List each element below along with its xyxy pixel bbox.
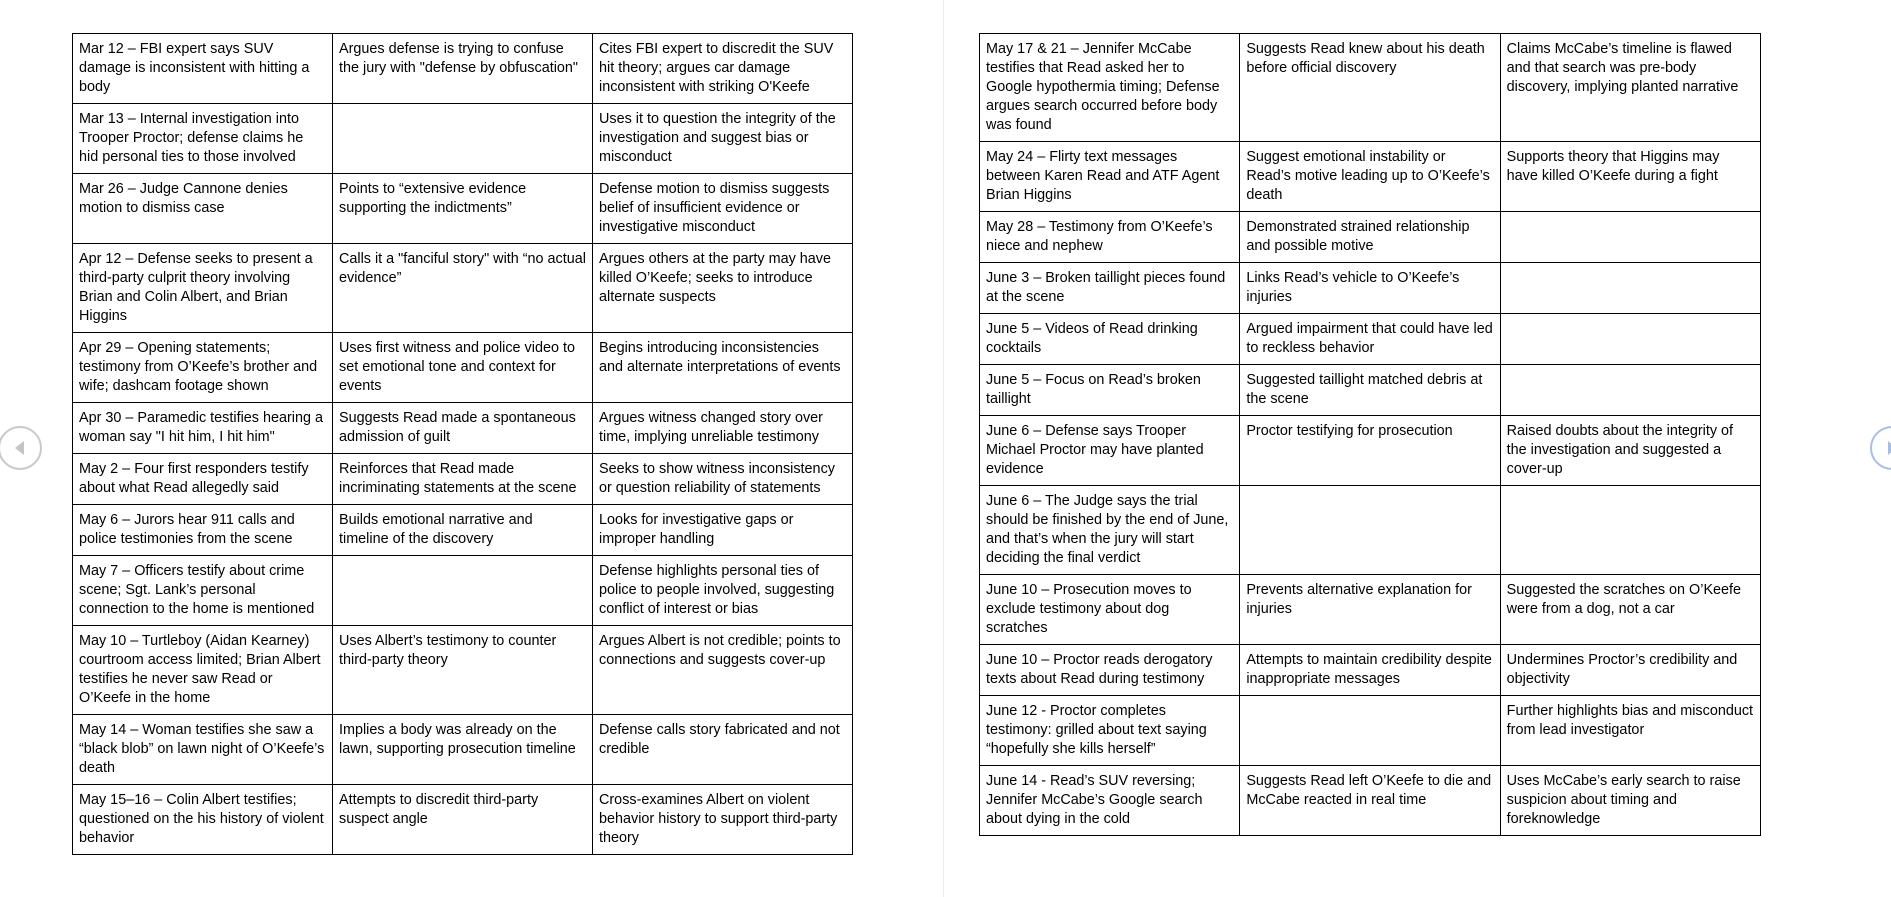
table-row [980,263,1761,314]
defense-cell: Argues Albert is not credible; points to connections and suggests cover-up [593,626,853,715]
defense-cell: Begins introducing inconsistencies and alternate interpretations of events [593,333,853,403]
prosecution-cell: Suggests Read made a spontaneous admission of guilt [333,403,593,454]
event-cell: Mar 12 – FBI expert says SUV damage is inconsistent with hitting a body [73,34,333,104]
table-row [73,403,853,454]
table-row [980,575,1761,645]
prosecution-cell: Reinforces that Read made incriminating statements at the scene [333,454,593,505]
prosecution-cell: Calls it a "fanciful story" with “no actual evidence” [333,244,593,333]
defense-cell: Seeks to show witness inconsistency or question reliability of statements [593,454,853,505]
event-cell: June 6 – Defense says Trooper Michael Proctor may have planted evidence [980,416,1240,486]
table-row [980,314,1761,365]
table-row [73,626,853,715]
prosecution-cell [333,556,593,626]
prosecution-cell: Proctor testifying for prosecution [1240,416,1500,486]
defense-cell: Claims McCabe’s timeline is flawed and that search was pre-body discovery, implying planted narrative [1500,34,1760,142]
defense-cell [1500,365,1760,416]
table-row [73,505,853,556]
prosecution-cell: Prevents alternative explanation for injuries [1240,575,1500,645]
defense-cell: Defense highlights personal ties of police to people involved, suggesting conflict of interest or bias [593,556,853,626]
table-row [980,486,1761,575]
timeline-table-left [72,33,853,855]
defense-cell: Defense calls story fabricated and not credible [593,715,853,785]
table-row [980,416,1761,486]
table-row [980,212,1761,263]
table-row [73,454,853,505]
prosecution-cell [1240,696,1500,766]
right-page [944,0,1891,897]
event-cell: June 6 – The Judge says the trial should be finished by the end of June, and that’s when the jury will start deciding the final verdict [980,486,1240,575]
left-page [0,0,944,897]
prosecution-cell: Suggests Read knew about his death before official discovery [1240,34,1500,142]
defense-cell: Supports theory that Higgins may have killed O’Keefe during a fight [1500,142,1760,212]
defense-cell: Raised doubts about the integrity of the investigation and suggested a cover-up [1500,416,1760,486]
prosecution-cell [1240,486,1500,575]
table-row [73,174,853,244]
table-row [73,104,853,174]
defense-cell: Uses it to question the integrity of the investigation and suggest bias or misconduct [593,104,853,174]
defense-cell: Argues witness changed story over time, implying unreliable testimony [593,403,853,454]
prosecution-cell: Suggest emotional instability or Read’s motive leading up to O’Keefe’s death [1240,142,1500,212]
prosecution-cell: Attempts to discredit third-party suspect angle [333,785,593,855]
defense-cell: Cross-examines Albert on violent behavior history to support third-party theory [593,785,853,855]
table-row [73,244,853,333]
prosecution-cell: Attempts to maintain credibility despite inappropriate messages [1240,645,1500,696]
defense-cell [1500,212,1760,263]
event-cell: May 10 – Turtleboy (Aidan Kearney) courtroom access limited; Brian Albert testifies he never saw Read or O’Keefe in the home [73,626,333,715]
event-cell: June 10 – Proctor reads derogatory texts about Read during testimony [980,645,1240,696]
event-cell: June 12 - Proctor completes testimony: grilled about text saying “hopefully she kills herself” [980,696,1240,766]
prosecution-cell: Suggests Read left O’Keefe to die and McCabe reacted in real time [1240,766,1500,836]
table-row [980,34,1761,142]
defense-cell [1500,263,1760,314]
chevron-left-icon [10,438,30,458]
prosecution-cell: Uses first witness and police video to set emotional tone and context for events [333,333,593,403]
table-row [980,142,1761,212]
prosecution-cell: Argued impairment that could have led to reckless behavior [1240,314,1500,365]
event-cell: May 17 & 21 – Jennifer McCabe testifies that Read asked her to Google hypothermia timing; Defense argues search occurred before body was found [980,34,1240,142]
event-cell: Mar 13 – Internal investigation into Trooper Proctor; defense claims he hid personal ties to those involved [73,104,333,174]
event-cell: May 7 – Officers testify about crime scene; Sgt. Lank’s personal connection to the home is mentioned [73,556,333,626]
event-cell: May 2 – Four first responders testify about what Read allegedly said [73,454,333,505]
event-cell: May 28 – Testimony from O’Keefe’s niece and nephew [980,212,1240,263]
previous-page-button[interactable] [0,426,42,470]
table-row [73,715,853,785]
event-cell: Mar 26 – Judge Cannone denies motion to dismiss case [73,174,333,244]
event-cell: June 10 – Prosecution moves to exclude testimony about dog scratches [980,575,1240,645]
defense-cell: Cites FBI expert to discredit the SUV hit theory; argues car damage inconsistent with striking O'Keefe [593,34,853,104]
event-cell: May 24 – Flirty text messages between Karen Read and ATF Agent Brian Higgins [980,142,1240,212]
event-cell: June 5 – Videos of Read drinking cocktails [980,314,1240,365]
defense-cell: Further highlights bias and misconduct from lead investigator [1500,696,1760,766]
table-row [980,696,1761,766]
prosecution-cell: Links Read’s vehicle to O’Keefe’s injuries [1240,263,1500,314]
event-cell: June 3 – Broken taillight pieces found at the scene [980,263,1240,314]
prosecution-cell: Builds emotional narrative and timeline of the discovery [333,505,593,556]
table-row [73,785,853,855]
table-row [980,766,1761,836]
event-cell: Apr 29 – Opening statements; testimony from O’Keefe’s brother and wife; dashcam footage shown [73,333,333,403]
table-row [73,556,853,626]
event-cell: May 15–16 – Colin Albert testifies; questioned on the his history of violent behavior [73,785,333,855]
event-cell: June 5 – Focus on Read’s broken taillight [980,365,1240,416]
prosecution-cell: Implies a body was already on the lawn, supporting prosecution timeline [333,715,593,785]
prosecution-cell: Uses Albert’s testimony to counter third-party theory [333,626,593,715]
prosecution-cell: Demonstrated strained relationship and possible motive [1240,212,1500,263]
defense-cell [1500,314,1760,365]
defense-cell: Uses McCabe’s early search to raise suspicion about timing and foreknowledge [1500,766,1760,836]
prosecution-cell: Suggested taillight matched debris at the scene [1240,365,1500,416]
prosecution-cell: Points to “extensive evidence supporting the indictments” [333,174,593,244]
table-row [73,333,853,403]
defense-cell: Undermines Proctor’s credibility and objectivity [1500,645,1760,696]
defense-cell: Looks for investigative gaps or improper handling [593,505,853,556]
event-cell: June 14 - Read’s SUV reversing; Jennifer McCabe’s Google search about dying in the cold [980,766,1240,836]
event-cell: Apr 12 – Defense seeks to present a third-party culprit theory involving Brian and Colin Albert, and Brian Higgins [73,244,333,333]
defense-cell: Defense motion to dismiss suggests belief of insufficient evidence or investigative misconduct [593,174,853,244]
timeline-table-right [979,33,1761,836]
prosecution-cell: Argues defense is trying to confuse the jury with "defense by obfuscation" [333,34,593,104]
table-row [980,365,1761,416]
prosecution-cell [333,104,593,174]
table-row [73,34,853,104]
chevron-right-icon [1882,438,1891,458]
defense-cell: Suggested the scratches on O’Keefe were from a dog, not a car [1500,575,1760,645]
defense-cell [1500,486,1760,575]
event-cell: Apr 30 – Paramedic testifies hearing a woman say "I hit him, I hit him" [73,403,333,454]
event-cell: May 14 – Woman testifies she saw a “black blob” on lawn night of O’Keefe’s death [73,715,333,785]
table-row [980,645,1761,696]
defense-cell: Argues others at the party may have killed O’Keefe; seeks to introduce alternate suspects [593,244,853,333]
event-cell: May 6 – Jurors hear 911 calls and police testimonies from the scene [73,505,333,556]
